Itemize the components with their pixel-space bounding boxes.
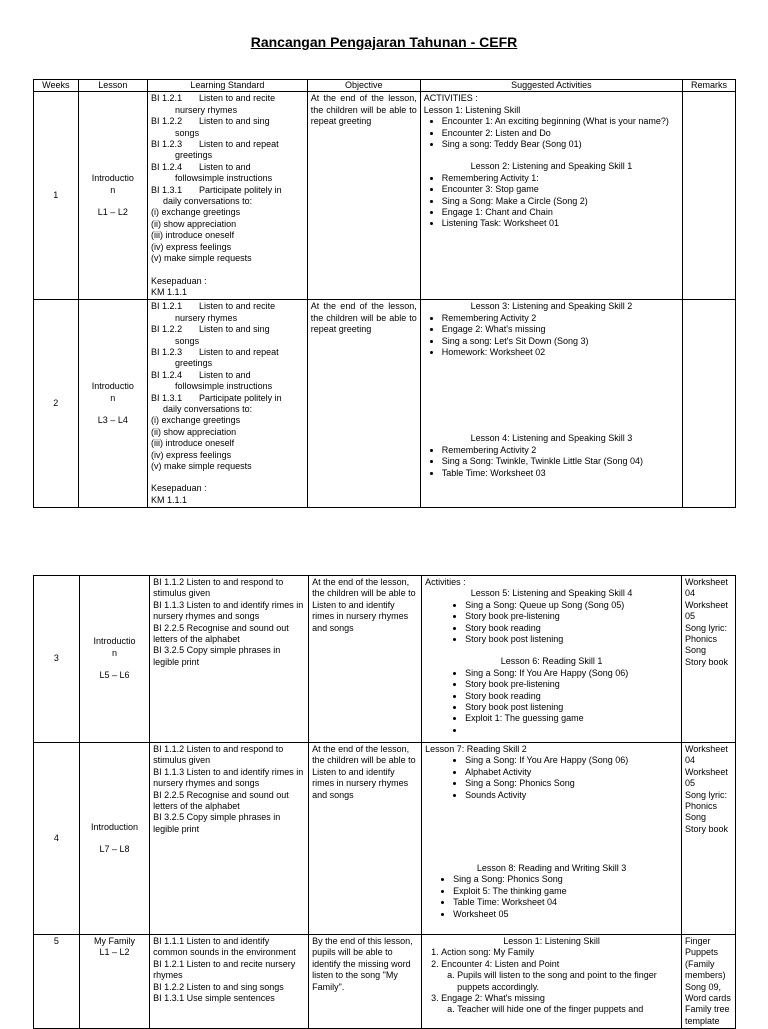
list-item: • Story book pre-listening bbox=[465, 611, 678, 622]
remark-item: Worksheet 04 bbox=[684, 744, 728, 766]
list-item: • Sing a Song: If You Are Happy (Song 06) bbox=[465, 668, 678, 679]
lesson-title: Lesson 1: Listening Skill bbox=[503, 936, 600, 946]
learning-standard-cell bbox=[150, 576, 309, 743]
header-suggested-activities: Suggested Activities bbox=[420, 80, 682, 92]
standard-text-cont: greetings bbox=[175, 358, 213, 369]
standard-code: BI 1.2.3 bbox=[151, 139, 183, 150]
standard-text: Listen to and repeat bbox=[199, 346, 279, 357]
standard-subitem: (iv) express feelings bbox=[151, 241, 232, 252]
standard-text: BI 2.2.5 Recognise and sound out letters of the alphabet bbox=[153, 622, 289, 645]
list-item: • Story book reading bbox=[465, 623, 678, 634]
lesson-title: Lesson 5: Listening and Speaking Skill 4 bbox=[470, 588, 633, 599]
standard-text: Listen to and recite bbox=[199, 93, 276, 104]
lesson-name-cont: n bbox=[111, 647, 117, 658]
activities-cell bbox=[422, 935, 682, 1029]
standard-code: BI 1.2.1 bbox=[151, 301, 183, 312]
standard-text: Listen to and bbox=[199, 161, 251, 172]
lesson-cell bbox=[78, 92, 147, 300]
week-cell: 4 bbox=[34, 743, 80, 935]
list-item: • Story book reading bbox=[465, 691, 678, 702]
lesson-name: Introduction bbox=[90, 821, 138, 832]
lesson-name: Introductio bbox=[93, 636, 136, 647]
list-item: • Sing a Song: Twinkle, Twinkle Little Star (Song 04) bbox=[442, 456, 679, 467]
list-item: • Table Time: Worksheet 04 bbox=[453, 897, 678, 908]
standard-code: BI 1.2.2 bbox=[151, 116, 183, 127]
list-item: • Engage 2: What's missing bbox=[442, 324, 679, 335]
standard-text: Participate politely in bbox=[199, 392, 282, 403]
sub-list-item: a. Teacher will hide one of the finger puppets and bbox=[457, 1004, 678, 1015]
remark-item: Family tree template bbox=[684, 1004, 730, 1026]
remarks-cell bbox=[681, 576, 735, 743]
week-cell: 3 bbox=[34, 576, 80, 743]
standard-text: BI 1.1.2 Listen to and respond to stimulus given bbox=[153, 577, 284, 599]
list-item: • Exploit 5: The thinking game bbox=[453, 886, 678, 897]
lesson-name-cont: n bbox=[110, 392, 116, 403]
remarks-cell bbox=[683, 300, 736, 508]
kesepaduan-label: Kesepaduan : bbox=[151, 483, 207, 494]
header-row bbox=[34, 80, 736, 92]
standard-code: BI 1.2.1 bbox=[151, 93, 183, 104]
list-item: • Sing a song: Teddy Bear (Song 01) bbox=[442, 139, 679, 150]
remarks-cell bbox=[681, 743, 735, 935]
standard-subitem: (ii) show appreciation bbox=[151, 218, 237, 229]
week-cell: 1 bbox=[34, 92, 79, 300]
standard-text-cont: songs bbox=[175, 127, 200, 138]
table-row bbox=[34, 743, 736, 935]
kesepaduan-label: Kesepaduan : bbox=[151, 275, 207, 286]
objective-cell: At the end of the lesson, the children will be able to repeat greeting bbox=[307, 92, 420, 300]
activity-list bbox=[425, 755, 678, 801]
list-item: • Encounter 3: Stop game bbox=[442, 184, 679, 195]
list-item: • Sing a Song: Phonics Song bbox=[453, 874, 678, 885]
standard-text: BI 1.1.1 Listen to and identify common sounds in the environment bbox=[153, 936, 296, 958]
list-item: • Sing a Song: Phonics Song bbox=[465, 778, 678, 789]
header-objective: Objective bbox=[307, 80, 420, 92]
standard-code: BI 1.3.1 bbox=[151, 184, 183, 195]
standard-subitem: (i) exchange greetings bbox=[151, 207, 241, 218]
activities-cell bbox=[422, 743, 682, 935]
standard-subitem: (iv) express feelings bbox=[151, 449, 232, 460]
list-item: • Remembering Activity 2 bbox=[442, 445, 679, 456]
activity-list bbox=[424, 445, 679, 479]
objective-cell: At the end of the lesson, the children will be able to Listen to and identify rimes in nursery rhymes and songs bbox=[309, 743, 422, 935]
lesson-title: Lesson 3: Listening and Speaking Skill 2 bbox=[470, 301, 633, 312]
standard-code: BI 1.2.4 bbox=[151, 161, 183, 172]
standard-subitem: (iii) introduce oneself bbox=[151, 438, 235, 449]
lesson-range: L1 – L2 bbox=[97, 207, 128, 218]
table-row bbox=[34, 300, 736, 508]
list-item: • Homework: Worksheet 02 bbox=[442, 347, 679, 358]
list-item: • Sing a Song: Queue up Song (Song 05) bbox=[465, 600, 678, 611]
table-row bbox=[34, 935, 736, 1029]
standard-code: BI 1.2.4 bbox=[151, 369, 183, 380]
standard-code: BI 1.3.1 bbox=[151, 392, 183, 403]
objective-cell: At the end of the lesson, the children will be able to Listen to and identify rimes in nursery rhymes and songs bbox=[309, 576, 422, 743]
list-item: • Sing a Song: If You Are Happy (Song 06) bbox=[465, 755, 678, 766]
lesson-name: My Family bbox=[93, 936, 135, 946]
standard-text-cont: nursery rhymes bbox=[175, 312, 238, 323]
standard-text: Participate politely in bbox=[199, 184, 282, 195]
standard-text-cont: nursery rhymes bbox=[175, 104, 238, 115]
remark-item: Finger Puppets (Family members) bbox=[684, 936, 726, 981]
standard-text: BI 3.2.5 Copy simple phrases in legible print bbox=[153, 645, 281, 667]
lesson-title: Lesson 7: Reading Skill 2 bbox=[425, 744, 527, 754]
lesson-cell bbox=[79, 576, 149, 743]
header-remarks: Remarks bbox=[683, 80, 736, 92]
lesson-range: L1 – L2 bbox=[99, 947, 130, 958]
learning-standard-cell bbox=[150, 743, 309, 935]
week-cell: 5 bbox=[34, 935, 80, 1029]
activity-list bbox=[424, 173, 679, 230]
standard-text-cont: followsimple instructions bbox=[175, 381, 273, 392]
list-item-text: Action song: My Family bbox=[441, 947, 535, 958]
lesson-name: Introductio bbox=[91, 173, 134, 184]
standard-text-cont: songs bbox=[175, 335, 200, 346]
sub-list-item: a. Pupils will listen to the song and point to the finger puppets accordingly. bbox=[457, 970, 678, 993]
remarks-cell bbox=[681, 935, 735, 1029]
remark-item: Story book bbox=[684, 656, 728, 667]
kesepaduan-value: KM 1.1.1 bbox=[151, 286, 188, 297]
standard-text: Listen to and sing bbox=[199, 116, 270, 127]
activities-cell bbox=[422, 576, 682, 743]
lesson-cell bbox=[79, 935, 149, 1029]
activities-cell bbox=[420, 92, 682, 300]
list-item-text: Engage 2: What's missing bbox=[441, 993, 545, 1004]
lesson-plan-table-1 bbox=[33, 79, 736, 508]
standard-subitem: (i) exchange greetings bbox=[151, 415, 241, 426]
standard-subitem: (v) make simple requests bbox=[151, 253, 252, 264]
lesson-range: L5 – L6 bbox=[99, 670, 130, 681]
standard-subitem: (iii) introduce oneself bbox=[151, 230, 235, 241]
activity-list bbox=[425, 668, 678, 736]
list-item: • Listening Task: Worksheet 01 bbox=[442, 218, 679, 229]
standard-subitem: (ii) show appreciation bbox=[151, 426, 237, 437]
standard-text-cont: followsimple instructions bbox=[175, 173, 273, 184]
list-item: • Story book pre-listening bbox=[465, 679, 678, 690]
standard-text: BI 3.2.5 Copy simple phrases in legible print bbox=[153, 812, 281, 834]
list-item: • Sing a Song: Make a Circle (Song 2) bbox=[442, 196, 679, 207]
remark-item: Song 09, bbox=[684, 981, 721, 992]
activities-heading: Activities : bbox=[425, 577, 466, 587]
lesson-title: Lesson 8: Reading and Writing Skill 3 bbox=[476, 863, 627, 874]
lesson-cell bbox=[78, 300, 147, 508]
list-item: • Alphabet Activity bbox=[465, 767, 678, 778]
lesson-title: Lesson 1: Listening Skill bbox=[423, 104, 521, 115]
standard-text-cont: greetings bbox=[175, 150, 213, 161]
table-row bbox=[34, 92, 736, 300]
lesson-title: Lesson 2: Listening and Speaking Skill 1 bbox=[470, 161, 633, 172]
remark-item: Worksheet 04 bbox=[684, 577, 728, 599]
kesepaduan-value: KM 1.1.1 bbox=[151, 494, 188, 505]
list-item bbox=[441, 947, 678, 958]
lesson-range: L3 – L4 bbox=[97, 415, 128, 426]
list-item: • Sing a song: Let's Sit Down (Song 3) bbox=[442, 336, 679, 347]
activity-list bbox=[425, 874, 678, 920]
activities-heading: ACTIVITIES : bbox=[423, 93, 478, 104]
list-item: • Encounter 1: An exciting beginning (What is your name?) bbox=[442, 116, 679, 127]
list-item: • Table Time: Worksheet 03 bbox=[442, 468, 679, 479]
remark-item: Song lyric: Phonics Song bbox=[684, 789, 727, 823]
standard-text: Listen to and bbox=[199, 369, 251, 380]
activity-list bbox=[424, 116, 679, 150]
list-item bbox=[441, 993, 678, 1016]
lesson-cell bbox=[79, 743, 149, 935]
standards-list bbox=[151, 93, 304, 298]
list-item bbox=[465, 725, 678, 736]
activity-list bbox=[424, 313, 679, 359]
activities-cell bbox=[420, 300, 682, 508]
remark-item: Worksheet 05 bbox=[684, 599, 728, 622]
standard-text: BI 1.2.2 Listen to and sing songs bbox=[153, 981, 284, 992]
lesson-title: Lesson 6: Reading Skill 1 bbox=[500, 656, 603, 667]
header-weeks: Weeks bbox=[34, 80, 79, 92]
header-learning-standard: Learning Standard bbox=[148, 80, 308, 92]
list-item: • Story book post listening bbox=[465, 634, 678, 645]
standard-text: BI 1.1.3 Listen to and identify rimes in nursery rhymes and songs bbox=[153, 766, 304, 789]
list-item: • Engage 1: Chant and Chain bbox=[442, 207, 679, 218]
remark-item: Worksheet 05 bbox=[684, 766, 728, 789]
standard-text: BI 1.1.2 Listen to and respond to stimulus given bbox=[153, 744, 284, 766]
list-item-text: Encounter 4: Listen and Point bbox=[441, 958, 560, 969]
standard-subitem: (v) make simple requests bbox=[151, 461, 252, 471]
learning-standard-cell bbox=[148, 92, 308, 300]
standard-code: BI 1.2.2 bbox=[151, 324, 183, 335]
remark-item: Story book bbox=[684, 823, 728, 834]
standard-text: Listen to and repeat bbox=[199, 139, 279, 150]
standard-code: BI 1.2.3 bbox=[151, 346, 183, 357]
page-title: Rancangan Pengajaran Tahunan - CEFR bbox=[250, 34, 518, 50]
learning-standard-cell bbox=[150, 935, 309, 1029]
remark-item: Song lyric: Phonics Song bbox=[684, 622, 727, 656]
standard-text: BI 1.1.3 Listen to and identify rimes in nursery rhymes and songs bbox=[153, 599, 304, 622]
list-item: • Remembering Activity 2 bbox=[442, 313, 679, 324]
lesson-title: Lesson 4: Listening and Speaking Skill 3 bbox=[470, 433, 633, 444]
learning-standard-cell bbox=[148, 300, 308, 508]
list-item: • Remembering Activity 1: bbox=[442, 173, 679, 184]
standard-text-cont: daily conversations to: bbox=[163, 196, 253, 207]
standard-text: BI 1.3.1 Use simple sentences bbox=[153, 993, 275, 1004]
lesson-name: Introductio bbox=[91, 381, 134, 392]
list-item: • Exploit 1: The guessing game bbox=[465, 713, 678, 724]
table-row bbox=[34, 576, 736, 743]
week-cell: 2 bbox=[34, 300, 79, 508]
activity-list bbox=[425, 600, 678, 646]
standard-text: BI 2.2.5 Recognise and sound out letters of the alphabet bbox=[153, 789, 289, 812]
header-lesson: Lesson bbox=[78, 80, 147, 92]
lesson-plan-table-2 bbox=[33, 575, 736, 1029]
list-item bbox=[441, 959, 678, 993]
standard-text: Listen to and sing bbox=[199, 324, 270, 335]
objective-cell: By the end of this lesson, pupils will be able to identify the missing word listen to the song "My Family". bbox=[309, 935, 422, 1029]
list-item: • Story book post listening bbox=[465, 702, 678, 713]
standard-text: Listen to and recite bbox=[199, 301, 276, 312]
remarks-cell bbox=[683, 92, 736, 300]
remark-item: Word cards bbox=[684, 993, 731, 1004]
lesson-range: L7 – L8 bbox=[99, 844, 130, 854]
standard-text: BI 1.2.1 Listen to and recite nursery rhymes bbox=[153, 958, 296, 981]
objective-cell: At the end of the lesson, the children will be able to repeat greeting bbox=[307, 300, 420, 508]
numbered-activity-list bbox=[425, 947, 678, 1015]
standard-text-cont: daily conversations to: bbox=[163, 403, 253, 414]
lesson-name-cont: n bbox=[110, 184, 116, 195]
list-item: • Sounds Activity bbox=[465, 790, 678, 801]
list-item: • Encounter 2: Listen and Do bbox=[442, 128, 679, 139]
list-item: • Worksheet 05 bbox=[453, 909, 678, 920]
